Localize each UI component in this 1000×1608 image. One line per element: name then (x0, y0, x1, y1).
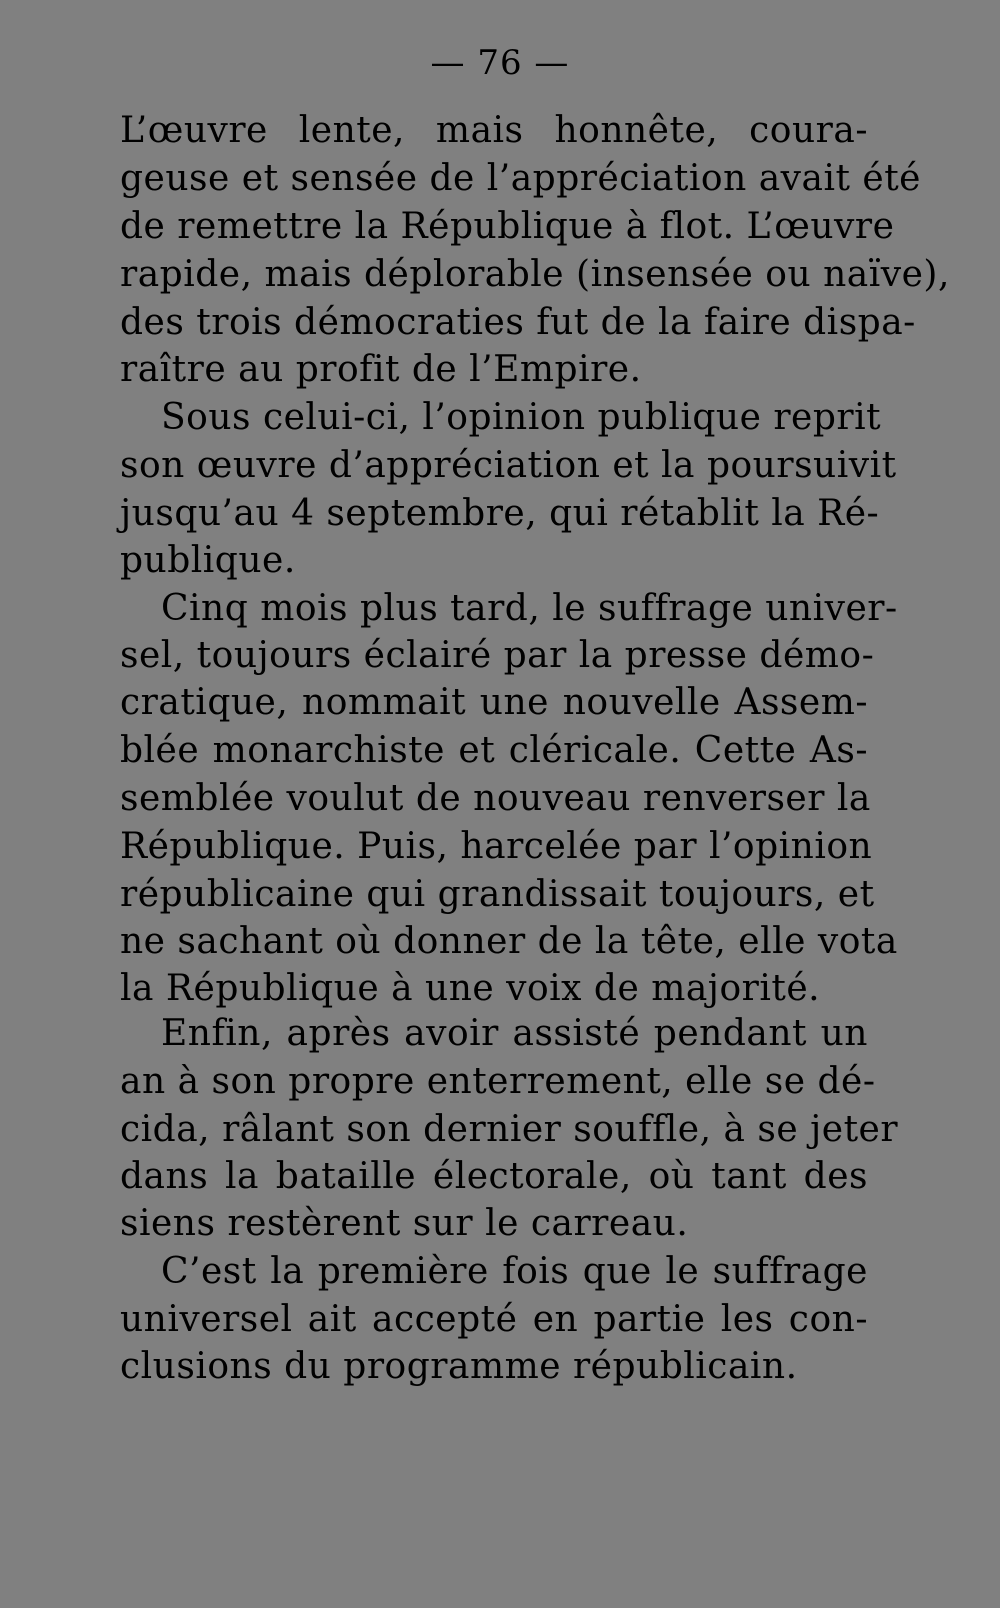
paragraph-3-line-3: cratique, nommait une nouvelle Assem- (120, 682, 868, 723)
paragraph-2-line-3: jusqu’au 4 septembre, qui rétablit la Ré- (120, 493, 880, 534)
paragraph-3-line-9: la République à une voix de majorité. (120, 968, 821, 1009)
paragraph-2-line-4: publique. (120, 540, 296, 581)
paragraph-3-line-7: républicaine qui grandissait toujours, et (120, 874, 875, 915)
paragraph-2-line-1: Sous celui-ci, l’opinion publique reprit (161, 397, 882, 438)
paragraph-1-line-4: rapide, mais déplorable (insensée ou naïve), (120, 254, 950, 295)
paragraph-3-line-4: blée monarchiste et cléricale. Cette As- (120, 730, 868, 771)
paragraph-3-line-6: République. Puis, harcelée par l’opinion (120, 826, 873, 867)
paragraph-1-line-1: L’œuvre lente, mais honnête, coura- (120, 110, 868, 151)
paragraph-1-line-2: geuse et sensée de l’appréciation avait été (120, 158, 921, 199)
paragraph-4-line-1: Enfin, après avoir assisté pendant un (161, 1013, 868, 1054)
paragraph-4-line-5: siens restèrent sur le carreau. (120, 1203, 689, 1244)
paragraph-1-line-3: de remettre la République à flot. L’œuvre (120, 206, 895, 247)
paragraph-5-line-1: C’est la première fois que le suffrage (161, 1251, 868, 1292)
paragraph-3-line-1: Cinq mois plus tard, le suffrage univer- (161, 588, 898, 629)
paragraph-5-line-3: clusions du programme républicain. (120, 1346, 798, 1387)
paragraph-2-line-2: son œuvre d’appréciation et la poursuivit (120, 445, 897, 486)
paragraph-3-line-8: ne sachant où donner de la tête, elle vota (120, 921, 898, 962)
paragraph-4-line-3: cida, râlant son dernier souffle, à se jeter (120, 1109, 899, 1150)
paragraph-5-line-2: universel ait accepté en partie les con- (120, 1299, 868, 1340)
paragraph-4-line-4: dans la bataille électorale, où tant des (120, 1156, 868, 1197)
paragraph-1-line-6: raître au profit de l’Empire. (120, 349, 642, 390)
paragraph-4-line-2: an à son propre enterrement, elle se dé- (120, 1061, 876, 1102)
paragraph-1-line-5: des trois démocraties fut de la faire dispa- (120, 302, 916, 343)
paragraph-3-line-2: sel, toujours éclairé par la presse démo- (120, 635, 875, 676)
page-number: — 76 — (430, 43, 570, 83)
paragraph-3-line-5: semblée voulut de nouveau renverser la (120, 778, 871, 819)
